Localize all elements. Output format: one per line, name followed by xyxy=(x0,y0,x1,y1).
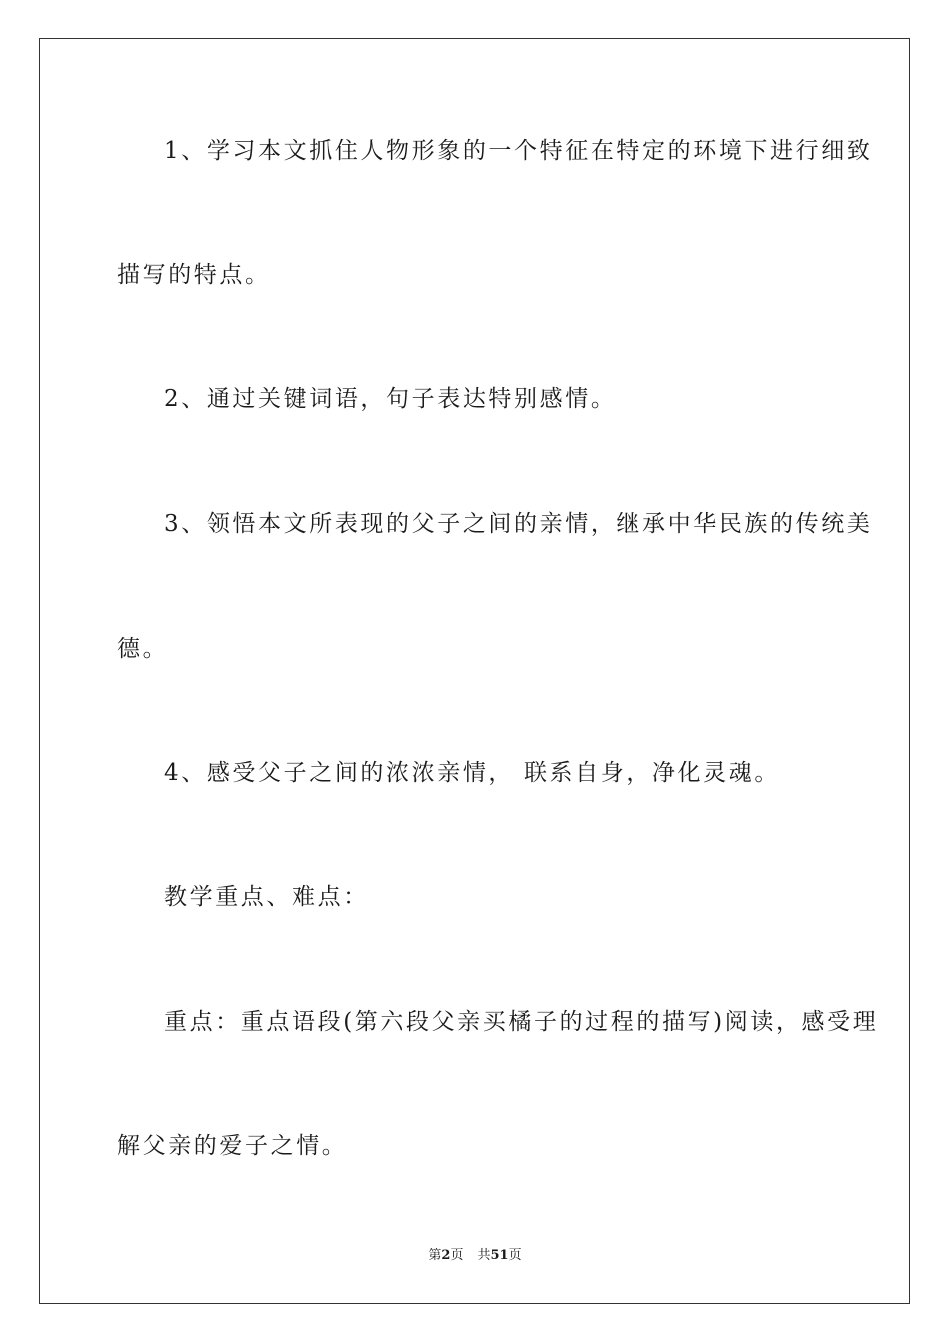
key-point-line-2: 解父亲的爱子之情。 xyxy=(117,1133,348,1159)
page-prefix: 第 xyxy=(428,1248,442,1263)
objective-1-line-2: 描写的特点。 xyxy=(117,262,271,288)
objective-3-line-2: 德。 xyxy=(117,636,169,662)
page-border xyxy=(39,38,910,1304)
page-suffix: 页 xyxy=(450,1248,464,1263)
objective-4: 4、感受父子之间的浓浓亲情， 联系自身，净化灵魂。 xyxy=(164,760,780,786)
objective-1-line-1: 1、学习本文抓住人物形象的一个特征在特定的环境下进行细致 xyxy=(164,138,873,164)
objective-2: 2、通过关键词语，句子表达特别感情。 xyxy=(164,386,617,412)
total-suffix: 页 xyxy=(508,1248,522,1263)
page-number: 2 xyxy=(441,1248,451,1263)
section-heading: 教学重点、难点： xyxy=(164,884,369,910)
objective-3-line-1: 3、领悟本文所表现的父子之间的亲情，继承中华民族的传统美 xyxy=(164,511,873,537)
page-footer xyxy=(0,1247,950,1265)
total-prefix: 共 xyxy=(477,1248,491,1263)
total-pages: 51 xyxy=(490,1248,509,1263)
key-point-line-1: 重点：重点语段(第六段父亲买橘子的过程的描写)阅读，感受理 xyxy=(164,1009,879,1035)
